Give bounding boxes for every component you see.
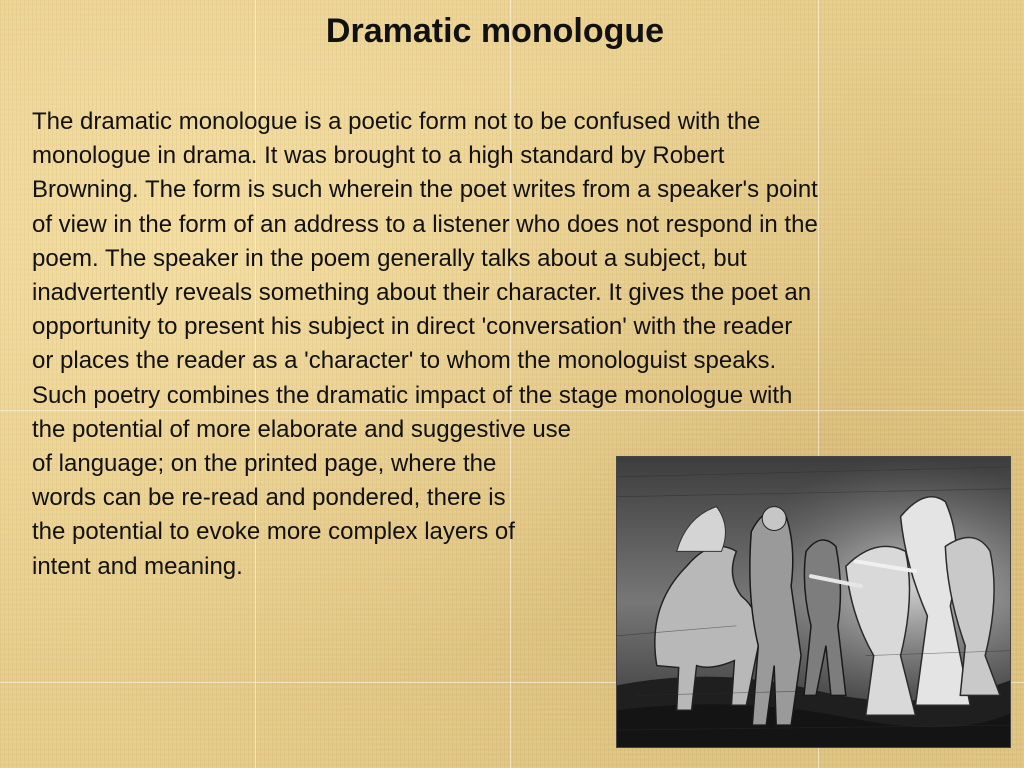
body-line: inadvertently reveals something about their character. It gives the poet an bbox=[32, 279, 812, 307]
body-line: intent and meaning. bbox=[32, 552, 243, 580]
body-line: of view in the form of an address to a listener who does not respond in the bbox=[32, 210, 818, 238]
body-line: The dramatic monologue is a poetic form not to be confused with the bbox=[32, 108, 761, 135]
body-line: of language; on the printed page, where the bbox=[32, 450, 497, 478]
engraving-illustration bbox=[616, 456, 1011, 748]
body-line: words can be re-read and pondered, there is bbox=[32, 484, 506, 512]
body-line: or places the reader as a 'character' to whom the monologuist speaks. bbox=[32, 347, 777, 375]
engraving-image bbox=[617, 457, 1010, 747]
body-line: monologue in drama. It was brought to a high standard by Robert bbox=[32, 142, 725, 170]
body-line: poem. The speaker in the poem generally talks about a subject, but bbox=[32, 244, 747, 272]
body-line: the potential to evoke more complex layers of bbox=[32, 518, 515, 546]
body-line: Browning. The form is such wherein the poet writes from a speaker's point bbox=[32, 176, 818, 204]
body-line: the potential of more elaborate and suggestive use bbox=[32, 415, 572, 443]
slide-title: Dramatic monologue bbox=[325, 12, 665, 50]
body-line: opportunity to present his subject in direct 'conversation' with the reader bbox=[32, 313, 793, 341]
body-line: Such poetry combines the dramatic impact of the stage monologue with bbox=[32, 381, 793, 409]
